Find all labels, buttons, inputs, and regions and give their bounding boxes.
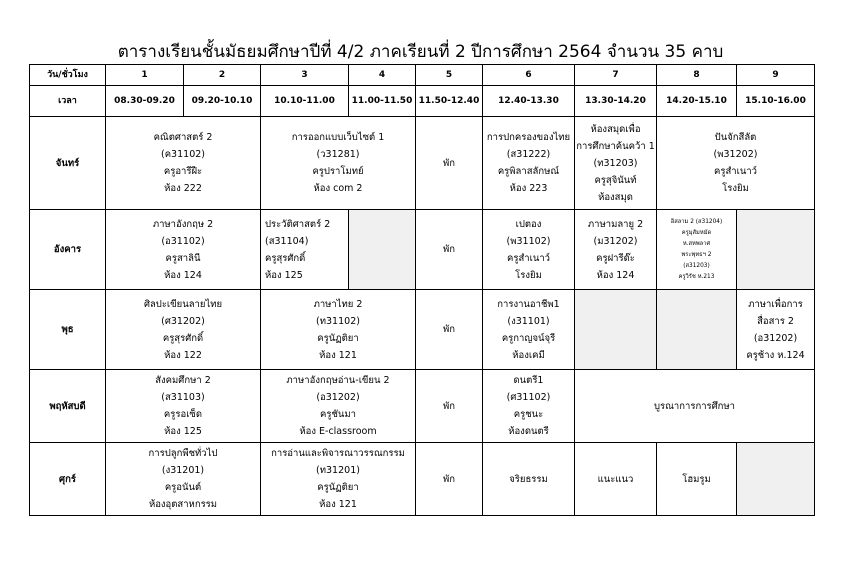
class-cell: คณิตศาสตร์ 2 (ค31102) ครูอารีฝีะ ห้อง 222 bbox=[106, 117, 261, 210]
class-cell: ศิลปะเขียนลายไทย (ศ31202) ครูสุรศักดิ์ ห้อง 122 bbox=[106, 290, 261, 370]
class-cell: ภาษาอังกฤษ 2 (อ31102) ครูสาลินี ห้อง 124 bbox=[106, 210, 261, 290]
day-label: พฤหัสบดี bbox=[30, 370, 106, 443]
time-row bbox=[30, 86, 815, 117]
class-cell: การอ่านและพิจารณาวรรณกรรม (ท31201) ครูนัฏติยา ห้อง 121 bbox=[261, 443, 416, 516]
class-cell: บูรณาการการศึกษา bbox=[575, 370, 815, 443]
day-label: จันทร์ bbox=[30, 117, 106, 210]
period-header: 2 bbox=[184, 65, 261, 86]
period-header: 9 bbox=[737, 65, 815, 86]
period-header: 3 bbox=[261, 65, 349, 86]
time-cell: 10.10-11.00 bbox=[261, 86, 349, 117]
day-label: อังคาร bbox=[30, 210, 106, 290]
class-cell: ภาษามลายู 2 (ม31202) ครูฝารีด๊ะ ห้อง 124 bbox=[575, 210, 657, 290]
timetable bbox=[29, 64, 815, 516]
break-cell: พัก bbox=[416, 290, 483, 370]
day-row-thursday bbox=[30, 370, 815, 443]
day-row-wednesday bbox=[30, 290, 815, 370]
empty-cell bbox=[737, 443, 815, 516]
time-cell: 09.20-10.10 bbox=[184, 86, 261, 117]
time-cell: 13.30-14.20 bbox=[575, 86, 657, 117]
class-cell: ภาษาเพื่อการ สื่อสาร 2 (อ31202) ครูช้าง ห.124 bbox=[737, 290, 815, 370]
period-header: 4 bbox=[349, 65, 416, 86]
day-row-friday bbox=[30, 443, 815, 516]
class-cell: ปันจักสีลัต (พ31202) ครูสำเนาว์ โรงยิม bbox=[657, 117, 815, 210]
period-header: 7 bbox=[575, 65, 657, 86]
class-cell: ห้องสมุดเพื่อ การศึกษาค้นคว้า 1 (ท31203) ครูสุจินันท์ ห้องสมุด bbox=[575, 117, 657, 210]
class-cell: ภาษาไทย 2 (ท31102) ครูนัฏติยา ห้อง 121 bbox=[261, 290, 416, 370]
period-header: 5 bbox=[416, 65, 483, 86]
class-cell: โฮมรูม bbox=[657, 443, 737, 516]
break-cell: พัก bbox=[416, 370, 483, 443]
class-cell: การปกครองของไทย (ส31222) ครูพิลาสลักษณ์ ห้อง 223 bbox=[483, 117, 575, 210]
day-label: ศุกร์ bbox=[30, 443, 106, 516]
class-cell: ดนตรี1 (ศ31102) ครูชนะ ห้องดนตรี bbox=[483, 370, 575, 443]
break-cell: พัก bbox=[416, 210, 483, 290]
empty-cell bbox=[349, 210, 416, 290]
period-header: 1 bbox=[106, 65, 184, 86]
break-cell: พัก bbox=[416, 117, 483, 210]
time-cell: 11.50-12.40 bbox=[416, 86, 483, 117]
day-row-tuesday bbox=[30, 210, 815, 290]
time-cell: 08.30-09.20 bbox=[106, 86, 184, 117]
class-cell: ประวัติศาสตร์ 2 (ส31104) ครูสุรศักดิ์ ห้อง 125 bbox=[261, 210, 349, 290]
day-row-monday bbox=[30, 117, 815, 210]
empty-cell bbox=[657, 290, 737, 370]
time-cell: 11.00-11.50 bbox=[349, 86, 416, 117]
period-header: 6 bbox=[483, 65, 575, 86]
class-cell: อิสลาม 2 (ส31204) ครูมุสัมหมัด ห.สหพลาศ พระพุทธฯ 2 (ส31203) ครูวิรัช ห.213 bbox=[657, 210, 737, 290]
page-title: ตารางเรียนชั้นมัธยมศึกษาปีที่ 4/2 ภาคเรียนที่ 2 ปีการศึกษา 2564 จำนวน 35 คาบ bbox=[117, 42, 724, 62]
time-cell: 15.10-16.00 bbox=[737, 86, 815, 117]
break-cell: พัก bbox=[416, 443, 483, 516]
class-cell: การงานอาชีพ1 (ง31101) ครูกาญจน์จุรี ห้องเคมี bbox=[483, 290, 575, 370]
class-cell: ภาษาอังกฤษอ่าน-เขียน 2 (อ31202) ครูชันมา ห้อง E-classroom bbox=[261, 370, 416, 443]
time-cell: 14.20-15.10 bbox=[657, 86, 737, 117]
class-cell: จริยธรรม bbox=[483, 443, 575, 516]
empty-cell bbox=[575, 290, 657, 370]
corner-cell: วัน/ชั่วโมง bbox=[30, 65, 106, 86]
empty-cell bbox=[737, 210, 815, 290]
class-cell: การออกแบบเว็บไซต์ 1 (ว31281) ครูปราโมทย์ ห้อง com 2 bbox=[261, 117, 416, 210]
time-cell: 12.40-13.30 bbox=[483, 86, 575, 117]
period-header: 8 bbox=[657, 65, 737, 86]
time-label: เวลา bbox=[30, 86, 106, 117]
header-row bbox=[30, 65, 815, 86]
class-cell: เปตอง (พ31102) ครูสำเนาว์ โรงยิม bbox=[483, 210, 575, 290]
class-cell: สังคมศึกษา 2 (ส31103) ครูรอเซ็ด ห้อง 125 bbox=[106, 370, 261, 443]
class-cell: แนะแนว bbox=[575, 443, 657, 516]
day-label: พุธ bbox=[30, 290, 106, 370]
class-cell: การปลูกพืชทั่วไป (ง31201) ครูอนันต์ ห้องอุตสาหกรรม bbox=[106, 443, 261, 516]
